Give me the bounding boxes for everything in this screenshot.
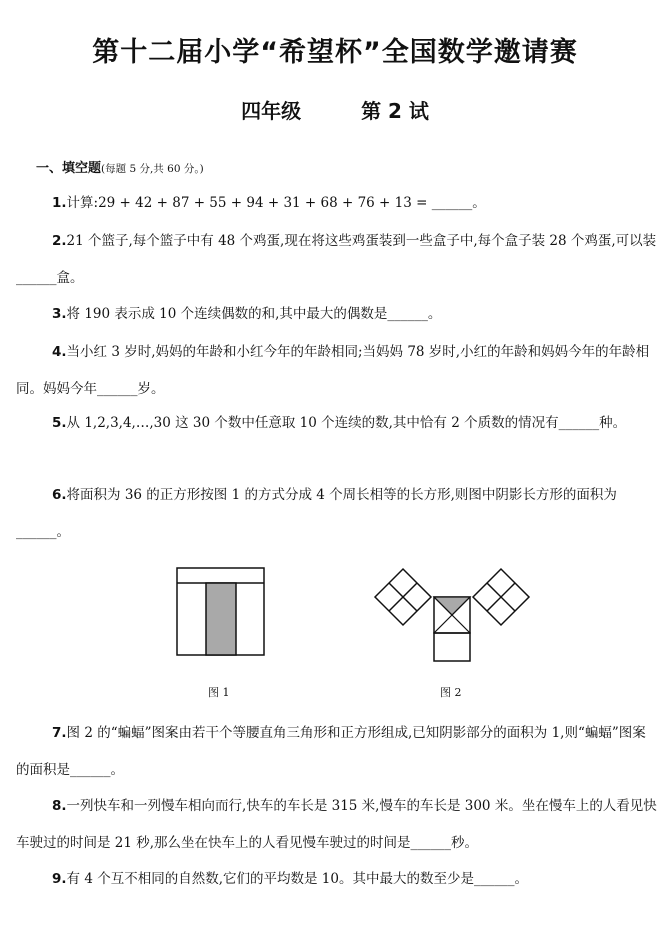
fig1-shaded-rectangle xyxy=(206,583,236,655)
question-number: 3. xyxy=(52,306,67,322)
fig2-leg-square xyxy=(434,633,470,661)
question-7 xyxy=(16,715,658,789)
question-2 xyxy=(16,223,658,297)
question-text: 将 190 表示成 10 个连续偶数的和,其中最大的偶数是______。 xyxy=(66,306,442,322)
section-note: (每题 5 分,共 60 分。) xyxy=(101,163,204,175)
question-number: 4. xyxy=(52,344,67,360)
question-9 xyxy=(16,861,658,898)
question-text: 图 2 的“蝙蝠”图案由若干个等腰直角三角形和正方形组成,已知阴影部分的面积为 1,则“蝙蝠”图案的面积是______。 xyxy=(16,725,646,778)
figure-2-label: 图 2 xyxy=(440,686,462,699)
question-text: 有 4 个互不相同的自然数,它们的平均数是 10。其中最大的数至少是______。 xyxy=(66,871,528,887)
figure-1 xyxy=(176,567,266,657)
question-text: 一列快车和一列慢车相向而行,快车的车长是 315 米,慢车的车长是 300 米。坐在慢车上的人看见快车驶过的时间是 21 秒,那么坐在快车上的人看见慢车驶过的时间是______秒。 xyxy=(16,798,657,851)
question-text: 从 1,2,3,4,…,30 这 30 个数中任意取 10 个连续的数,其中恰有 2 个质数的情况有______种。 xyxy=(66,415,627,431)
fig2-shaded-triangle xyxy=(434,597,470,615)
question-4 xyxy=(16,334,658,408)
section-title: 一、填空题 xyxy=(36,161,102,176)
question-text: 计算:29 + 42 + 87 + 55 + 94 + 31 + 68 + 76 + 13 = ______。 xyxy=(66,195,486,211)
figure-2 xyxy=(372,566,532,666)
question-number: 2. xyxy=(52,233,67,249)
question-text: 21 个篮子,每个篮子中有 48 个鸡蛋,现在将这些鸡蛋装到一些盒子中,每个盒子装 28 个鸡蛋,可以装______盒。 xyxy=(16,233,657,286)
figure-1-label: 图 1 xyxy=(208,686,230,699)
exam-subtitle xyxy=(0,95,670,124)
exam-title: 第十二届小学“希望杯”全国数学邀请赛 xyxy=(92,37,578,68)
question-number: 1. xyxy=(52,195,67,211)
question-number: 7. xyxy=(52,725,67,741)
question-1 xyxy=(16,185,658,222)
question-number: 9. xyxy=(52,871,67,887)
question-text: 当小红 3 岁时,妈妈的年龄和小红今年的年龄相同;当妈妈 78 岁时,小红的年龄和妈妈今年的年龄相同。妈妈今年______岁。 xyxy=(16,344,650,397)
round-label: 第 2 试 xyxy=(361,99,429,123)
question-6 xyxy=(16,477,658,551)
question-5 xyxy=(16,405,658,442)
question-number: 5. xyxy=(52,415,67,431)
section-heading xyxy=(36,157,204,176)
grade-label: 四年级 xyxy=(241,99,302,123)
question-text: 将面积为 36 的正方形按图 1 的方式分成 4 个周长相等的长方形,则图中阴影长方形的面积为______。 xyxy=(16,487,617,540)
question-number: 6. xyxy=(52,487,67,503)
question-3 xyxy=(16,296,658,333)
question-number: 8. xyxy=(52,798,67,814)
question-8 xyxy=(16,788,658,862)
